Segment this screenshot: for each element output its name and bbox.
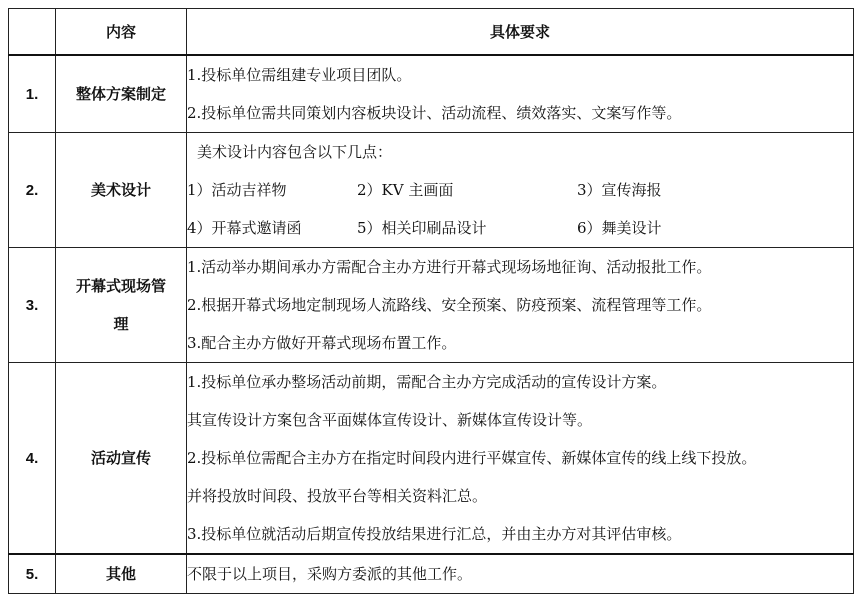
row-title: 活动宣传 — [56, 363, 187, 555]
requirement-line: 2.投标单位需配合主办方在指定时间段内进行平媒宣传、新媒体宣传的线上线下投放。 — [187, 449, 757, 467]
table-row — [9, 133, 854, 248]
header-requirement: 具体要求 — [187, 9, 854, 56]
requirement-line: 2.投标单位需共同策划内容板块设计、活动流程、绩效落实、文案写作等。 — [187, 104, 682, 122]
table-row — [9, 248, 854, 363]
row-title: 美术设计 — [56, 133, 187, 248]
row-number: 5. — [9, 554, 56, 594]
design-item: 1）活动吉祥物 — [187, 181, 287, 199]
row-number: 2. — [9, 133, 56, 248]
requirement-intro: 美术设计内容包含以下几点： — [197, 143, 393, 161]
design-item: 4）开幕式邀请函 — [187, 219, 302, 237]
design-item: 5）相关印刷品设计 — [357, 219, 487, 237]
requirement-line: 其宣传设计方案包含平面媒体宣传设计、新媒体宣传设计等。 — [187, 411, 593, 429]
design-item: 2）KV 主画面 — [357, 181, 454, 199]
row-title: 其他 — [56, 554, 187, 594]
requirement-line: 3.投标单位就活动后期宣传投放结果进行汇总，并由主办方对其评估审核。 — [187, 525, 682, 543]
requirements-table-container — [8, 8, 854, 594]
row-requirements — [187, 55, 854, 133]
row-requirements — [187, 554, 854, 594]
requirement-line: 1.活动举办期间承办方需配合主办方进行开幕式现场场地征询、活动报批工作。 — [187, 258, 712, 276]
row-title: 整体方案制定 — [56, 55, 187, 133]
design-items-line — [187, 209, 853, 247]
row-number: 1. — [9, 55, 56, 133]
table-row — [9, 554, 854, 594]
requirement-line: 3.配合主办方做好开幕式现场布置工作。 — [187, 334, 457, 352]
requirements-table — [8, 8, 854, 594]
row-requirements — [187, 133, 854, 248]
row-requirements — [187, 248, 854, 363]
design-items-line — [187, 171, 853, 209]
requirement-line: 不限于以上项目，采购方委派的其他工作。 — [187, 565, 473, 583]
table-row — [9, 55, 854, 133]
requirement-line: 1.投标单位需组建专业项目团队。 — [187, 66, 412, 84]
row-number: 3. — [9, 248, 56, 363]
requirement-line: 2.根据开幕式场地定制现场人流路线、安全预案、防疫预案、流程管理等工作。 — [187, 296, 712, 314]
row-title-line: 理 — [113, 315, 129, 333]
row-title-line: 开幕式现场管 — [75, 277, 166, 295]
table-header-row — [9, 9, 854, 56]
design-item: 3）宣传海报 — [577, 181, 662, 199]
requirement-line: 并将投放时间段、投放平台等相关资料汇总。 — [187, 487, 488, 505]
table-row — [9, 363, 854, 555]
header-number — [9, 9, 56, 56]
design-item: 6）舞美设计 — [577, 219, 662, 237]
row-requirements — [187, 363, 854, 555]
requirement-line: 1.投标单位承办整场活动前期，需配合主办方完成活动的宣传设计方案。 — [187, 373, 667, 391]
row-number: 4. — [9, 363, 56, 555]
row-title — [56, 248, 187, 363]
header-content: 内容 — [56, 9, 187, 56]
